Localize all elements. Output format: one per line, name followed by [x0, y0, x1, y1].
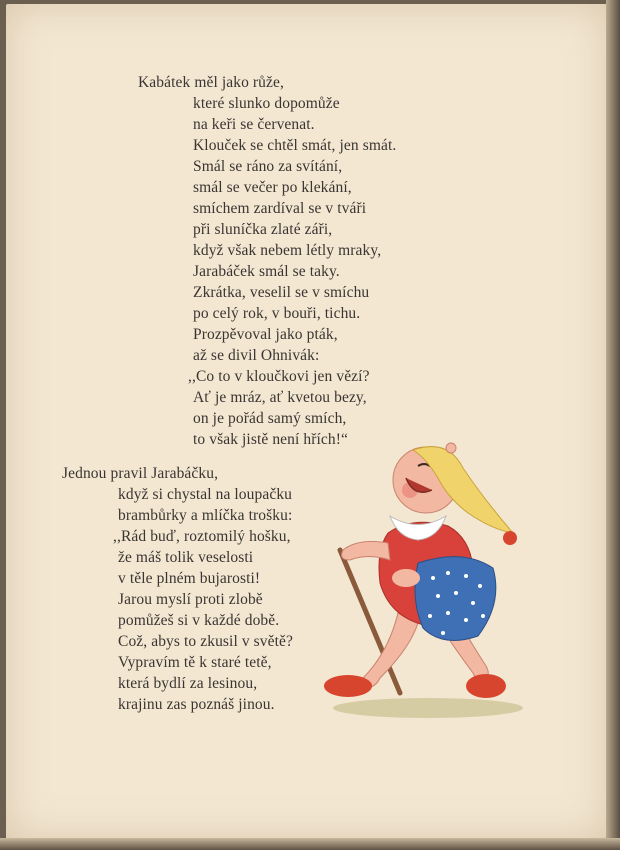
- verse-line: když však nebem létly mraky,: [193, 242, 382, 259]
- right-hand: [392, 569, 420, 587]
- left-arm: [342, 542, 390, 560]
- verse-line: při sluníčka zlaté záři,: [193, 221, 333, 238]
- verse-line: Což, abys to zkusil v světě?: [118, 633, 293, 650]
- verse-line: Klouček se chtěl smát, jen smát.: [193, 137, 397, 154]
- verse-line: to však jistě není hřích!“: [193, 431, 348, 448]
- verse-line: v těle plném bujarosti!: [118, 570, 261, 587]
- verse-line: až se divil Ohnivák:: [193, 347, 320, 364]
- verse-line: krajinu zas poznáš jinou.: [118, 696, 275, 713]
- page-edge-right: [606, 0, 620, 850]
- verse-line: smíchem zardíval se v tváři: [193, 200, 367, 217]
- verse-line: ,,Rád buď, roztomilý hošku,: [113, 528, 291, 545]
- left-leg: [353, 613, 418, 688]
- verse-line: Vypravím tě k staré tetě,: [118, 654, 272, 671]
- cap-pompom: [503, 531, 517, 545]
- verse-line: Jarabáček smál se taky.: [193, 263, 340, 280]
- verse-line: on je pořád samý smích,: [193, 410, 347, 427]
- ear: [446, 443, 456, 453]
- verse-line: Ať je mráz, ať kvetou bezy,: [193, 389, 367, 406]
- verse-line: Prozpěvoval jako pták,: [193, 326, 338, 343]
- verse-line: ,,Co to v kloučkovi jen vězí?: [188, 368, 370, 385]
- verse-line: že máš tolik veselosti: [118, 549, 254, 566]
- verse-line: po celý rok, v bouři, tichu.: [193, 305, 361, 322]
- verse-line: Smál se ráno za svítání,: [193, 158, 343, 175]
- verse-line: Zkrátka, veselil se v smíchu: [193, 284, 370, 301]
- left-shoe: [324, 675, 372, 697]
- right-shoe: [466, 674, 506, 698]
- verse-line: které slunko dopomůže: [193, 95, 340, 112]
- verse-line: brambůrky a mlíčka trošku:: [118, 507, 293, 524]
- verse-line: pomůžeš si v každé době.: [118, 612, 280, 629]
- boy-illustration: [318, 438, 533, 723]
- verse-line: na keři se červenat.: [193, 116, 315, 133]
- page-edge-bottom: [0, 838, 620, 850]
- ground-shadow: [333, 698, 523, 718]
- verse-line: když si chystal na loupačku: [118, 486, 293, 503]
- verse-line: Jarou myslí proti zlobě: [118, 591, 263, 608]
- verse-line: smál se večer po klekání,: [193, 179, 352, 196]
- verse-line: Kabátek měl jako růže,: [138, 74, 284, 91]
- verse-line: Jednou pravil Jarabáčku,: [62, 465, 219, 482]
- verse-line: která bydlí za lesinou,: [118, 675, 258, 692]
- bundle: [415, 557, 496, 641]
